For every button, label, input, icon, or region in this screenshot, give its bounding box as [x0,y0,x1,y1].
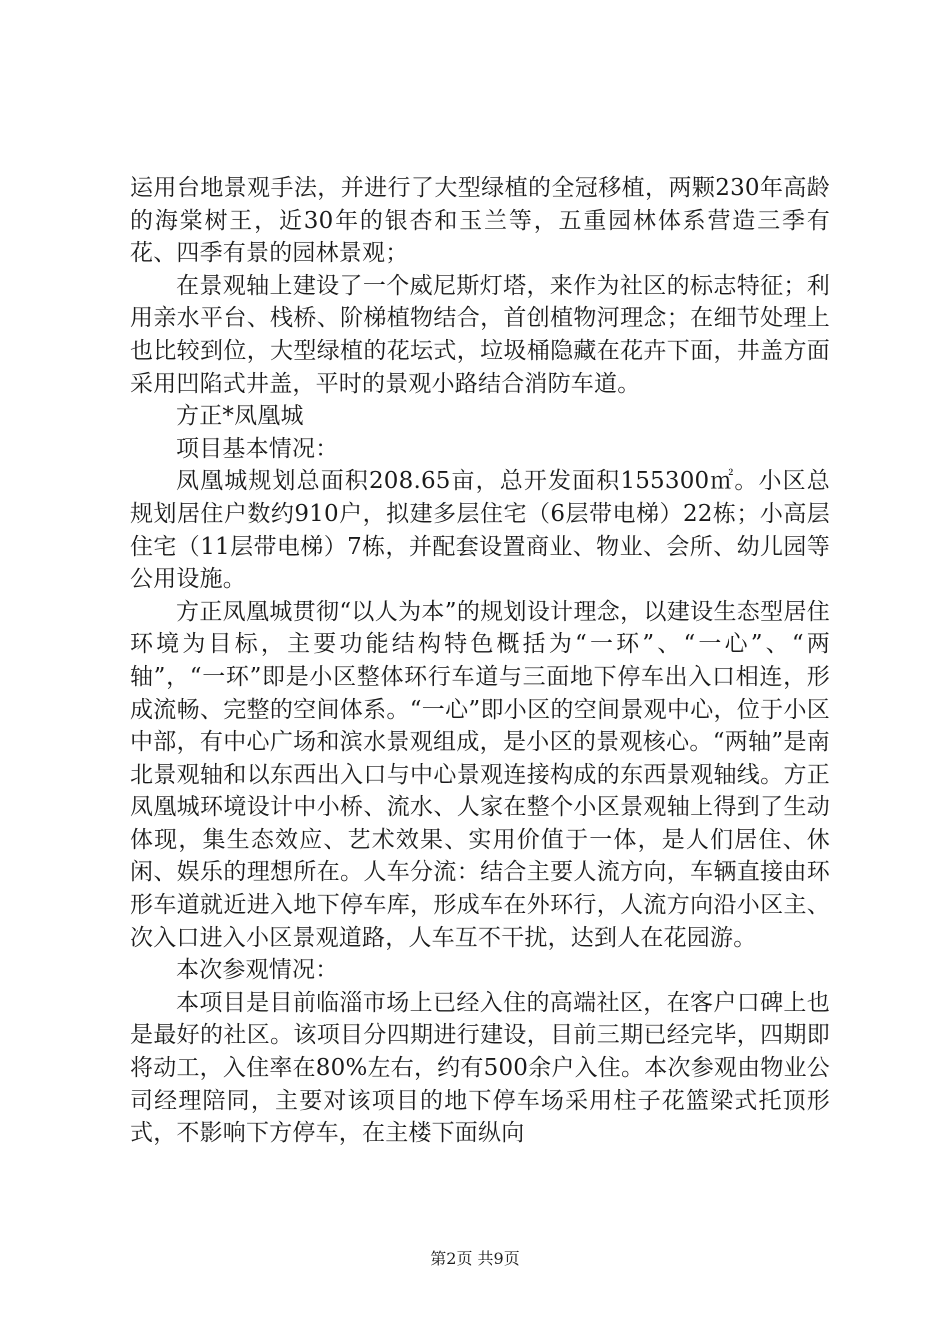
paragraph-visit-description: 本项目是目前临淄市场上已经入住的高端社区，在客户口碑上也是最好的社区。该项目分四期进行建设，目前三期已经完毕，四期即将动工，入住率在80%左右，约有500余户入住。本次参观由物业公司经理陪同，主要对该项目的地下停车场采用柱子花篮梁式托顶形式，不影响下方停车，在主楼下面纵向 [130,989,830,1147]
document-body [130,172,830,1150]
subheading-visit-details: 本次参观情况： [176,957,339,984]
page-number-footer: 第2页 共9页 [430,1249,520,1268]
subheading-project-basics: 项目基本情况： [176,435,339,462]
paragraph-landscape-continuation: 运用台地景观手法，并进行了大型绿植的全冠移植，两颗230年高龄的海棠树王，近30年的银杏和玉兰等，五重园林体系营造三季有花、四季有景的园林景观； [130,175,830,267]
paragraph-venice-lighthouse: 在景观轴上建设了一个威尼斯灯塔，来作为社区的标志特征；利用亲水平台、栈桥、阶梯植物结合，首创植物河理念；在细节处理上也比较到位，大型绿植的花坛式，垃圾桶隐藏在花卉下面，井盖方面采用凹陷式井盖，平时的景观小路结合消防车道。 [130,272,830,397]
paragraph-planning-area: 凤凰城规划总面积208.65亩，总开发面积155300㎡。小区总规划居住户数约910户，拟建多层住宅（6层带电梯）22栋；小高层住宅（11层带电梯）7栋，并配套设置商业、物业、会所、幼儿园等公用设施。 [130,468,830,593]
section-heading-fangzheng-phoenix-city: 方正*凤凰城 [176,403,304,430]
paragraph-design-concept: 方正凤凰城贯彻“以人为本”的规划设计理念，以建设生态型居住环境为目标，主要功能结构特色概括为“一环”、“一心”、“两轴”，“一环”即是小区整体环行车道与三面地下停车出入口相连，形成流畅、完整的空间体系。“一心”即小区的空间景观中心，位于小区中部，有中心广场和滨水景观组成，是小区的景观核心。“两轴”是南北景观轴和以东西出入口与中心景观连接构成的东西景观轴线。方正凤凰城环境设计中小桥、流水、人家在整个小区景观轴上得到了生动体现，集生态效应、艺术效果、实用价值于一体，是人们居住、休闲、娱乐的理想所在。人车分流：结合主要人流方向，车辆直接由环形车道就近进入地下停车库，形成车在外环行，人流方向沿小区主、次入口进入小区景观道路，人车互不干扰，达到人在花园游。 [130,598,830,951]
